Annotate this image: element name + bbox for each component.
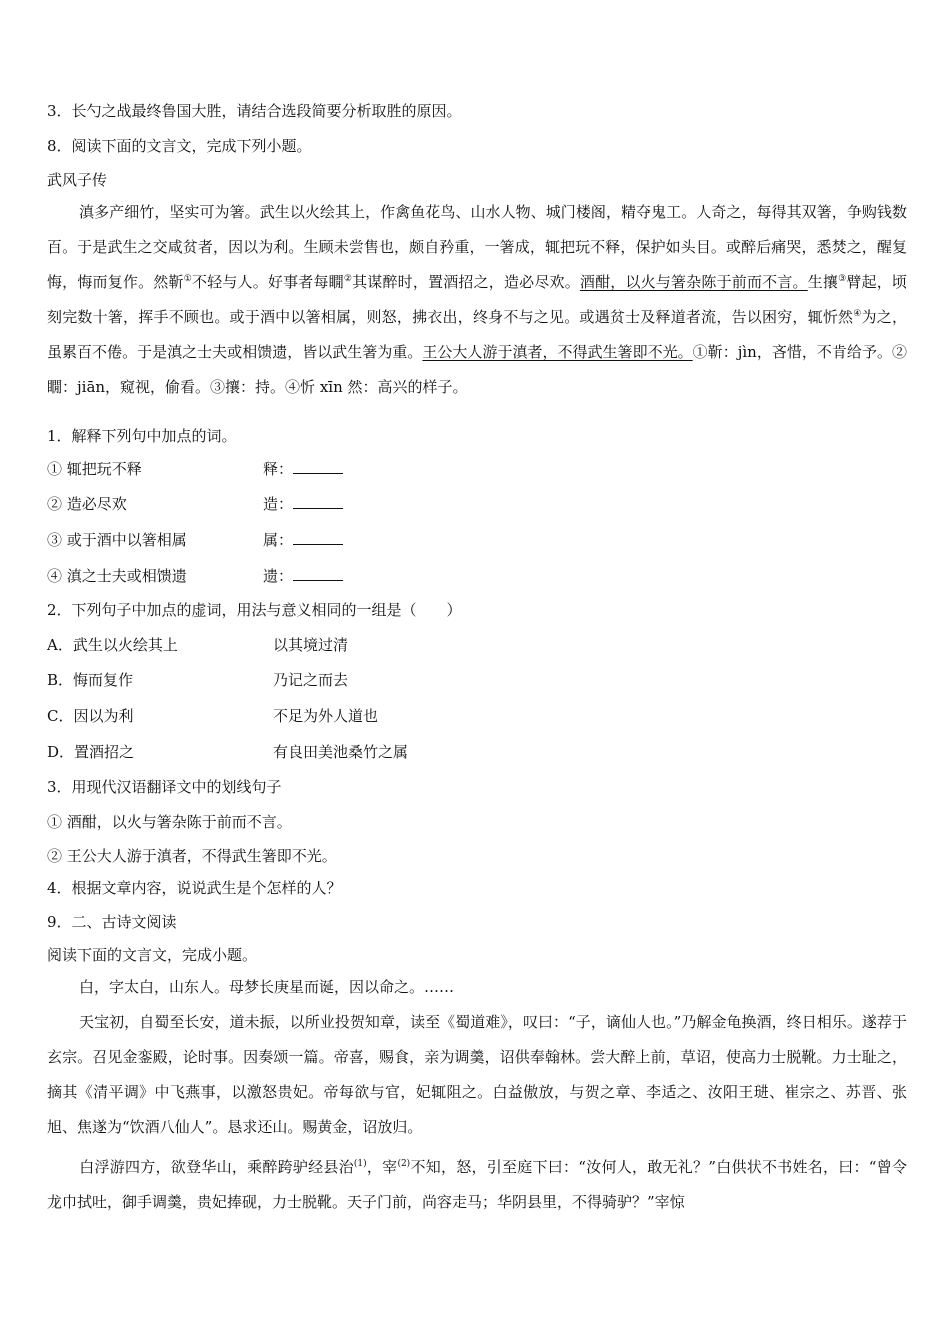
- option-right: 有良田美池桑竹之属: [273, 743, 409, 761]
- option-d[interactable]: [47, 742, 409, 762]
- option-a[interactable]: [47, 635, 349, 655]
- answer-blank[interactable]: [293, 530, 343, 545]
- option-right: 以其境过清: [273, 636, 349, 654]
- sub1-word: 造：: [263, 495, 294, 513]
- passage-text: 不知，怒，引至庭下曰：“汝何人，敢无礼？”白供状不书姓名，曰：“曾令龙巾拭吐，御手调羹，贵妃捧砚，力士脱靴。天子门前，尚容走马；华阴县里，不得骑驴？”宰惊: [47, 1158, 907, 1211]
- option-left: C．因以为利: [47, 707, 134, 725]
- sub1-sentence: ③ 或于酒中以箸相属: [47, 531, 187, 549]
- passage-libai-p3: [47, 1150, 907, 1220]
- sub1-word: 释：: [263, 460, 294, 478]
- option-right: 乃记之而去: [273, 671, 349, 689]
- footnote-mark: ②: [343, 274, 353, 284]
- footnote-mark: ③: [838, 274, 847, 284]
- footnote-mark: (2): [397, 1159, 411, 1169]
- q9-instruction: 阅读下面的文言文，完成小题。: [47, 946, 258, 964]
- q7-sub3-question: 3．长勺之战最终鲁国大胜，请结合选段简要分析取胜的原因。: [47, 102, 462, 120]
- sub3-item: ② 王公大人游于滇者，不得武生箸即不光。: [47, 847, 337, 865]
- footnote-mark: ④: [853, 309, 862, 319]
- sub1-sentence: ① 辄把玩不释: [47, 460, 142, 478]
- passage-libai-p1: [47, 970, 907, 1005]
- passage-text: 白，字太白，山东人。母梦长庚星而诞，因以命之。……: [79, 978, 455, 996]
- passage-text: 生攘: [807, 273, 839, 291]
- underlined-sentence-1: 酒酣，以火与箸杂陈于前而不言。: [579, 273, 808, 291]
- passage-wufengzi: [47, 195, 907, 405]
- sub1-item: [47, 530, 294, 550]
- sub1-word: 属：: [263, 531, 294, 549]
- option-b[interactable]: [47, 670, 349, 690]
- answer-blank[interactable]: [293, 459, 343, 474]
- option-left: D．置酒招之: [47, 743, 135, 761]
- passage-text: 其谋醉时，置酒招之，造必尽欢。: [352, 273, 580, 291]
- passage-text: 滇多产细竹，坚实可为箸。武生以火绘其上，作禽鱼花鸟、山水人物、城门楼阁，精夺鬼工。人奇之，每得其双箸，争购钱数百。于是武生之交咸贫者，因以为利。生顾未尝售也，颇自矜重，一箸成，辄把玩不释，保护如头目。或醉后痛哭，悉焚之，醒复悔，悔而复作。然靳: [47, 203, 907, 291]
- answer-blank[interactable]: [293, 566, 343, 581]
- passage-text: 为之，虽累百不倦。于是滇之士夫或相馈遗，皆以武生箸为重。: [47, 308, 907, 361]
- sub4-question: 4．根据文章内容，说说武生是个怎样的人？: [47, 879, 342, 897]
- sub1-word: 遗：: [263, 567, 294, 585]
- option-right: 不足为外人道也: [273, 707, 379, 725]
- sub3-heading: 3．用现代汉语翻译文中的划线句子: [47, 778, 282, 796]
- option-left: A．武生以火绘其上: [47, 636, 178, 654]
- option-c[interactable]: [47, 706, 379, 726]
- sub1-sentence: ② 造必尽欢: [47, 495, 127, 513]
- passage-text: 不轻与人。好事者每瞯: [191, 273, 344, 291]
- q8-heading: 8．阅读下面的文言文，完成下列小题。: [47, 137, 312, 155]
- footnotes: ①靳：jìn，吝惜，不肯给予。②瞯：jiān，窥视，偷看。③攘：持。④忻 xīn 然：高兴的样子。: [47, 343, 907, 396]
- footnote-mark: ①: [183, 274, 192, 284]
- passage-text: 臂起，顷刻完数十箸，挥手不顾也。或于酒中以箸相属，则怒，拂衣出，终身不与之见。或遇贫士及释道者流，告以困穷，辄忻然: [47, 273, 907, 326]
- sub2-heading: 2．下列句子中加点的虚词，用法与意义相同的一组是（ ）: [47, 601, 462, 619]
- underlined-sentence-2: 王公大人游于滇者，不得武生箸即不光。: [422, 343, 693, 361]
- sub3-item: ① 酒酣，以火与箸杂陈于前而不言。: [47, 813, 292, 831]
- sub1-item: [47, 494, 294, 514]
- passage-text: 天宝初，自蜀至长安，道未振，以所业投贺知章，读至《蜀道难》，叹曰：“子，谪仙人也。”乃解金龟换酒，终日相乐。遂荐于玄宗。召见金銮殿，论时事。因奏颂一篇。帝喜，赐食，亲为调羹，诏供奉翰林。尝大醉上前，草诏，使高力士脱靴。力士耻之，摘其《清平调》中飞燕事，以激怒贵妃。帝每欲与官，妃辄阻之。白益傲放，与贺之章、李适之、汝阳王琎、崔宗之、苏晋、张旭、焦遂为“饮酒八仙人”。恳求还山。赐黄金，诏放归。: [47, 1013, 907, 1136]
- sub1-heading: 1．解释下列句中加点的词。: [47, 427, 237, 445]
- answer-blank[interactable]: [293, 494, 343, 509]
- footnote-mark: (1): [353, 1159, 367, 1169]
- sub1-item: [47, 459, 294, 479]
- sub1-sentence: ④ 滇之士夫或相馈遗: [47, 567, 187, 585]
- q9-heading: 9．二、古诗文阅读: [47, 913, 177, 931]
- sub1-item: [47, 566, 294, 586]
- passage-libai-p2: [47, 1005, 907, 1145]
- passage-text: 白浮游四方，欲登华山，乘醉跨驴经县治: [79, 1158, 354, 1176]
- option-left: B．悔而复作: [47, 671, 134, 689]
- passage-text: ，宰: [366, 1158, 398, 1176]
- passage-title: 武风子传: [47, 171, 108, 189]
